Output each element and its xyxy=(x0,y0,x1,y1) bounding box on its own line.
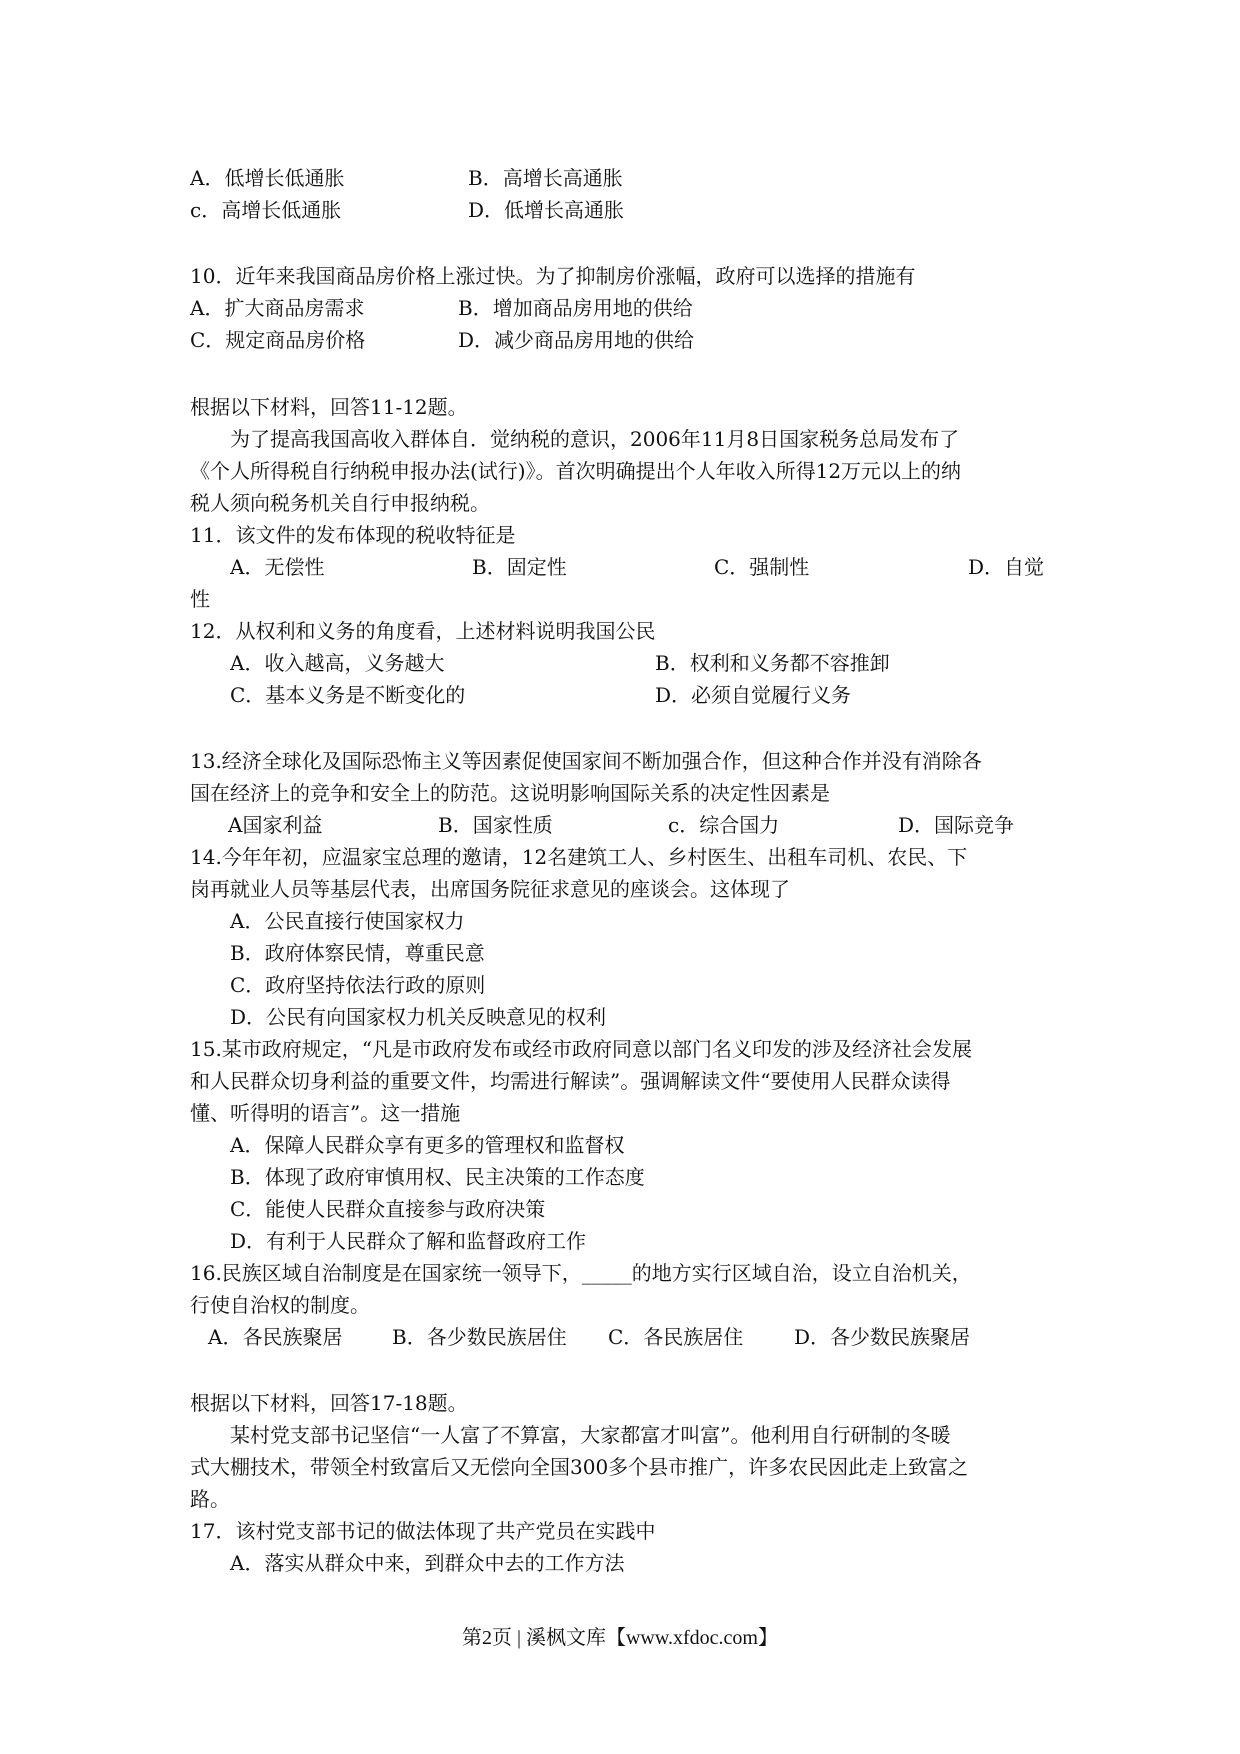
q14-option-b: B．政府体察民情，尊重民意 xyxy=(230,941,485,965)
q13-option-d: D．国际竞争 xyxy=(898,813,1015,837)
q11-option-d: D．自觉 xyxy=(968,555,1045,579)
q10-option-a: A．扩大商品房需求 xyxy=(190,296,365,320)
q11-option-a: A．无偿性 xyxy=(230,555,325,579)
q17-option-a: A．落实从群众中来，到群众中去的工作方法 xyxy=(230,1551,625,1575)
q14-option-c: C．政府坚持依法行政的原则 xyxy=(230,973,486,997)
q14-stem-line-1: 14.今年年初，应温家宝总理的邀请，12名建筑工人、乡村医生、出租车司机、农民、下 xyxy=(190,845,968,869)
q12-option-a: A．收入越高，义务越大 xyxy=(230,651,445,675)
q15-stem-line-2: 和人民群众切身利益的重要文件，均需进行解读”。强调解读文件“要使用人民群众读得 xyxy=(190,1069,951,1093)
material-17-18-line-1: 某村党支部书记坚信“一人富了不算富，大家都富才叫富”。他利用自行研制的冬暖 xyxy=(230,1423,951,1447)
q16-option-c: C．各民族居住 xyxy=(608,1325,744,1349)
q14-option-d: D．公民有向国家权力机关反映意见的权利 xyxy=(230,1005,607,1029)
q9-option-d: D．低增长高通胀 xyxy=(468,198,625,222)
q11-stem: 11．该文件的发布体现的税收特征是 xyxy=(190,523,516,547)
material-11-12-intro: 根据以下材料，回答11-12题。 xyxy=(190,395,468,419)
q15-option-a: A．保障人民群众享有更多的管理权和监督权 xyxy=(230,1133,625,1157)
q11-option-d-continued: 性 xyxy=(190,587,210,611)
q10-option-d: D．减少商品房用地的供给 xyxy=(458,328,695,352)
q10-stem: 10．近年来我国商品房价格上涨过快。为了抑制房价涨幅，政府可以选择的措施有 xyxy=(190,264,916,288)
q15-option-c: C．能使人民群众直接参与政府决策 xyxy=(230,1197,546,1221)
q11-option-c: C．强制性 xyxy=(714,555,810,579)
material-11-12-line-2: 《个人所得税自行纳税申报办法(试行)》。首次明确提出个人年收入所得12万元以上的纳 xyxy=(190,459,962,483)
q10-option-c: C．规定商品房价格 xyxy=(190,328,366,352)
q12-option-b: B．权利和义务都不容推卸 xyxy=(655,651,890,675)
q13-option-b: B．国家性质 xyxy=(438,813,553,837)
q12-stem: 12．从权利和义务的角度看，上述材料说明我国公民 xyxy=(190,619,656,643)
q12-option-d: D．必须自觉履行义务 xyxy=(655,683,852,707)
q10-option-b: B．增加商品房用地的供给 xyxy=(458,296,693,320)
q11-option-b: B．固定性 xyxy=(472,555,567,579)
q9-option-c: c．高增长低通胀 xyxy=(190,198,342,222)
q13-stem-line-2: 国在经济上的竞争和安全上的防范。这说明影响国际关系的决定性因素是 xyxy=(190,781,830,805)
q15-option-d: D．有利于人民群众了解和监督政府工作 xyxy=(230,1229,587,1253)
q17-stem: 17．该村党支部书记的做法体现了共产党员在实践中 xyxy=(190,1519,656,1543)
material-17-18-intro: 根据以下材料，回答17-18题。 xyxy=(190,1391,468,1415)
q16-option-b: B．各少数民族居住 xyxy=(392,1325,567,1349)
material-11-12-line-1: 为了提高我国高收入群体自．觉纳税的意识，2006年11月8日国家税务总局发布了 xyxy=(230,427,960,451)
q16-stem-line-1: 16.民族区域自治制度是在国家统一领导下，_____的地方实行区域自治，设立自治机关， xyxy=(190,1261,972,1285)
q13-stem-line-1: 13.经济全球化及国际恐怖主义等因素促使国家间不断加强合作，但这种合作并没有消除各 xyxy=(190,749,982,773)
q14-stem-line-2: 岗再就业人员等基层代表，出席国务院征求意见的座谈会。这体现了 xyxy=(190,877,790,901)
q12-option-c: C．基本义务是不断变化的 xyxy=(230,683,466,707)
q16-option-a: A．各民族聚居 xyxy=(208,1325,343,1349)
q13-option-c: c．综合国力 xyxy=(668,813,780,837)
q15-stem-line-3: 懂、听得明的语言”。这一措施 xyxy=(190,1101,461,1125)
material-17-18-line-2: 式大棚技术，带领全村致富后又无偿向全国300多个县市推广，许多农民因此走上致富之 xyxy=(190,1455,969,1479)
q14-option-a: A．公民直接行使国家权力 xyxy=(230,909,465,933)
q13-option-a: A国家利益 xyxy=(228,813,323,837)
q9-option-a: A．低增长低通胀 xyxy=(190,166,345,190)
q16-option-d: D．各少数民族聚居 xyxy=(794,1325,971,1349)
q15-stem-line-1: 15.某市政府规定，“凡是市政府发布或经市政府同意以部门名义印发的涉及经济社会发展 xyxy=(190,1037,973,1061)
q15-option-b: B．体现了政府审慎用权、民主决策的工作态度 xyxy=(230,1165,645,1189)
page-footer: 第2页 | 溪枫文库【www.xfdoc.com】 xyxy=(461,1627,778,1649)
q9-option-b: B．高增长高通胀 xyxy=(468,166,623,190)
q16-stem-line-2: 行使自治权的制度。 xyxy=(190,1293,370,1317)
material-11-12-line-3: 税人须向税务机关自行申报纳税。 xyxy=(190,491,490,515)
material-17-18-line-3: 路。 xyxy=(190,1487,230,1511)
